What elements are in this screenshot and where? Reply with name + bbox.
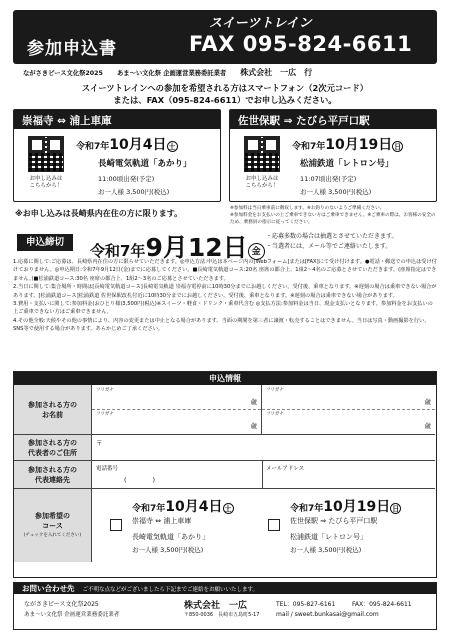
footer-title: お問い合わせ先 ご不明な点などがございましたら下記までご連絡をお願いいたします。: [14, 583, 436, 594]
fax-number: FAX 095-824-6611: [189, 32, 413, 56]
footer-company: 株式会社 一広: [184, 601, 248, 611]
price: お一人様 3,500円(税込): [98, 188, 170, 196]
company-name: 株式会社 一広 行: [240, 68, 313, 77]
organizer-line: [13, 66, 437, 79]
deadline-notes: ・応募多数の場合は抽選とさせていただきます。 ・当選者には、メール等でご連絡いたします。: [266, 233, 398, 250]
course-2-date: 令和7年10月19日 日: [290, 499, 400, 515]
committee-name: あま～い文化祭 企画運営業務委託業者: [116, 70, 227, 77]
address-field[interactable]: 〒: [96, 439, 103, 447]
route-date: 令和7年10月19日 日: [292, 137, 402, 153]
rail-name: 長崎電気軌道「あかり」: [98, 159, 192, 169]
weekday-badge: 土: [168, 143, 176, 151]
terms-paragraph: 2.当日に関して:集合場所・時間は[長崎電気軌道コース]長崎電気軌道 崇福寺電停前に10時30分までにお越しください。受付後、乗車となります。※遅刻の場合は乗車できない場合があります。[松浦鉄道コース]松浦鉄道 佐世保駅改札付近に10時30分までにお越しください。受付後、乗車となります。※遅刻の場合は乗車できない場合があります。: [13, 284, 437, 299]
terms-paragraph: 1.応募に関して:ご応募は、長崎県内在住の方に限らせていただきます。◎申込方法:申込は本ページ内の[Webフォーム]または[FAX]にて受け付けます。●電話・郵送での申込は受け付けておりません。◎申込期日:令和7年9月12日(金)までに応募してください。■長崎電気軌道コース:20名 座席の都合上、1組2～4名のご応募とさせていただきます。(座席指定はできません。)■松浦鉄道コース:30名 座席の都合上、1組2～3名のご応募とさせていただきます。: [13, 259, 437, 282]
email-field[interactable]: メールアドレス: [266, 466, 305, 472]
terms-paragraph: 4.その他全般:天候やその他の事情により、内容の変更または中止となる場合があります。当面の期間を第三者に譲渡・転売することはできません。当日は写真・動画撮影を行い、SNS等で使用する場合があります。あらかじめご了承ください。: [13, 317, 430, 333]
course-1-checkbox[interactable]: [110, 519, 122, 531]
event-name: スイーツトレイン: [209, 16, 312, 31]
course-2-checkbox[interactable]: [268, 519, 280, 531]
terms-paragraph: 3.費用・支払いに関して:参加料金(おひとり様)3,500円(税込)※スイーツ・軽食・ドリンク・乗車代含む ◎支払方法:参加料金は当日、現金支払いとなります。参加料金をお支払いの上ご乗車できない方はご乗車できません。: [13, 301, 433, 316]
deadline-label: 申込締切: [17, 234, 73, 251]
departure-time: 11:07頃出発(予定): [300, 175, 357, 183]
form-row-address: [14, 434, 435, 460]
intro-text: スイーツトレインへの参加を希望される方はスマートフォン（2次元コード） または、FAX（095-824-6611）でお申し込みください。: [81, 83, 369, 105]
price: お一人様 3,500円(税込): [300, 188, 372, 196]
weekday-badge: 金: [248, 243, 265, 260]
festival-name: ながさきピース文化祭2025: [23, 70, 103, 77]
terms-text: [13, 258, 437, 334]
name-field-1[interactable]: フリガナ フリガナ 歳 歳: [92, 385, 262, 434]
route-card-2: [229, 109, 437, 202]
form-row-course: 参加希望の コース (チェックを入れてください) 令和7年10月4日 土 崇福寺 ⇔ 浦上車庫 長崎電気軌道「あかり」 お一人様 3,500円(税込) 令和7年10月19日 日 佐世保駅 ⇒ たびら平戸口駅 松浦鉄道「レトロン号」 お一人様 3,500円(税込): [14, 488, 435, 562]
deadline-date: 令和7年9月12日 金: [90, 228, 265, 264]
route-title: 佐世保駅 ⇒ たびら平戸口駅: [230, 110, 436, 129]
application-form: [13, 371, 437, 578]
rail-name: 松浦鉄道「レトロン号」: [300, 159, 394, 169]
header-banner: [13, 10, 437, 64]
residency-note: ※お申し込みは長崎県内在住の方に限ります。: [15, 209, 183, 218]
payment-notes: ※参加料は当日乗車前に徴収します。※お釣りのないようご準備ください。 ※参加料金をお支払いの上ご乗車できない方はご乗車できません。※ご乗車の際は、お客様の安全のため、乗務員の指示に従ってください。: [230, 206, 436, 225]
contact-footer: お問い合わせ先 ご不明な点などがございましたら下記までご連絡をお願いいたします。 ながさきピース文化祭2025 あま～い文化祭 企画運営業務委託業者 株式会社 一広 〒850-0036 長崎市五島町5-17 TEL：095-827-6161 FAX：095-824-6611 mail / sweet.bunkasai@gmail.com: [13, 582, 437, 630]
form-title: 申込情報: [14, 372, 436, 385]
form-title: 参加申込書: [27, 39, 117, 59]
qr-code-icon[interactable]: [244, 136, 280, 172]
route-card-1: [13, 109, 221, 202]
footer-tel: TEL：095-827-6161: [276, 601, 336, 608]
weekday-badge: 日: [394, 143, 402, 151]
qr-caption: お申し込みは こちらから！: [29, 176, 63, 189]
footer-fax: FAX：095-824-6611: [352, 601, 412, 608]
name-field-2[interactable]: フリガナ フリガナ 歳 歳: [262, 385, 435, 434]
footer-mail[interactable]: mail / sweet.bunkasai@gmail.com: [276, 611, 379, 618]
departure-time: 11:00頃出発(予定): [98, 175, 155, 183]
qr-caption: お申し込みは こちらから！: [245, 176, 279, 189]
route-date: 令和7年10月4日 土: [76, 137, 176, 153]
qr-code-icon[interactable]: [28, 136, 64, 172]
route-title: 崇福寺 ⇔ 浦上車庫: [14, 110, 220, 129]
field-label: 参加される方の 代表連絡先: [14, 461, 92, 488]
course-1-date: 令和7年10月4日 土: [132, 499, 232, 515]
phone-field[interactable]: ( ): [124, 476, 156, 484]
form-row-names: [14, 385, 435, 434]
field-label: 参加希望の コース (チェックを入れてください): [14, 489, 92, 562]
field-label: 参加される方の お名前: [14, 385, 92, 434]
form-row-contact: 参加される方の 代表連絡先 電話番号 ( ) メールアドレス: [14, 460, 435, 488]
field-label: 参加される方の 代表者のご住所: [14, 435, 92, 460]
